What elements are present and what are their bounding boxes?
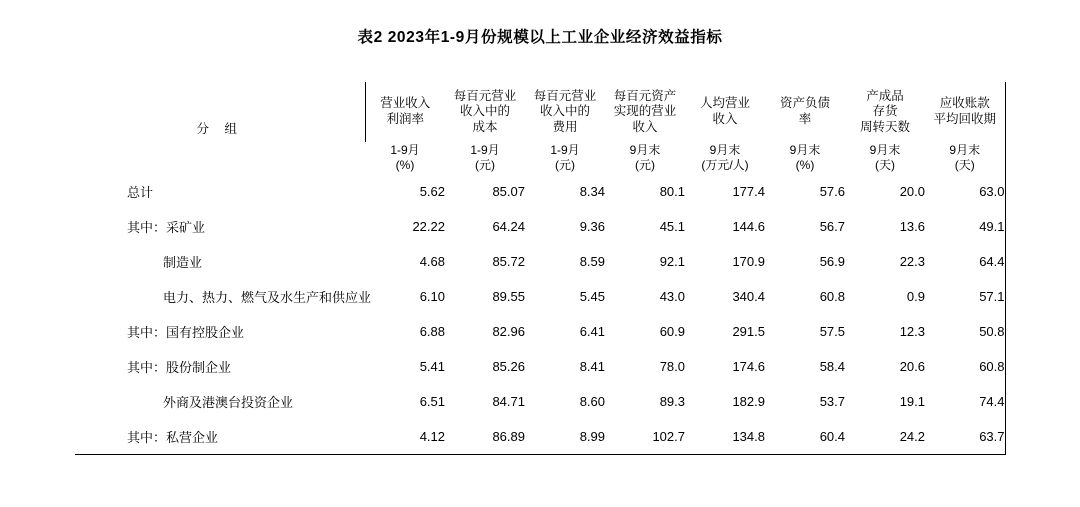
- table-cell: 22.3: [899, 254, 925, 269]
- table-cell: 86.89: [445, 419, 525, 455]
- table-row: [75, 244, 1005, 279]
- row-label: 电力、热力、燃气及水生产和供应业: [163, 290, 372, 305]
- table-cell: 64.4: [925, 244, 1005, 279]
- period-4: 9月末: [709, 143, 741, 157]
- period-5: 9月末: [789, 143, 821, 157]
- table-cell: 84.71: [492, 394, 525, 409]
- row-label: 总计: [127, 185, 154, 200]
- table-cell: 144.6: [732, 219, 765, 234]
- unit-2: (元): [555, 158, 575, 172]
- unit-0: (%): [395, 158, 415, 172]
- unit-5: (%): [795, 158, 815, 172]
- table-cell: 50.8: [925, 314, 1005, 349]
- table-cell: 6.88: [419, 324, 445, 339]
- table-cell: 78.0: [659, 359, 685, 374]
- table-cell: 20.0: [899, 184, 925, 199]
- table-cell: 8.41: [579, 359, 605, 374]
- table-cell: 4.12: [365, 419, 445, 455]
- table-cell: 5.62: [419, 184, 445, 199]
- economic-indicators-table: [75, 82, 1006, 455]
- row-label: 其中：采矿业: [127, 220, 206, 235]
- table-cell: 64.24: [492, 219, 525, 234]
- column-header-revenue-per-capita: 人均营业 收入: [699, 96, 750, 126]
- period-7: 9月末: [949, 143, 981, 157]
- unit-3: (元): [635, 158, 655, 172]
- table-cell: 56.7: [819, 219, 845, 234]
- column-subheader-1: [445, 142, 525, 174]
- table-cell: 12.3: [899, 324, 925, 339]
- period-1: 1-9月: [470, 143, 500, 157]
- table-container: [75, 47, 1005, 455]
- table-cell: 43.0: [659, 289, 685, 304]
- table-cell: 85.72: [492, 254, 525, 269]
- column-header-cost-per-hundred: 每百元营业 收入中的 成本: [453, 88, 517, 134]
- column-header-revenue-per-hundred-assets: 每百元资产 实现的营业 收入: [613, 88, 677, 134]
- row-label: 制造业: [163, 255, 203, 270]
- table-cell: 291.5: [732, 324, 765, 339]
- column-subheader-0: [365, 142, 445, 174]
- table-cell: 5.45: [579, 289, 605, 304]
- table-cell: 6.10: [419, 289, 445, 304]
- table-cell: 85.26: [492, 359, 525, 374]
- table-cell: 0.9: [906, 289, 925, 304]
- column-header-debt-ratio: 资产负债 率: [779, 96, 830, 126]
- table-cell: 60.4: [765, 419, 845, 455]
- table-cell: 92.1: [659, 254, 685, 269]
- page-title: 表2 2023年1-9月份规模以上工业企业经济效益指标: [357, 29, 723, 46]
- table-cell: 6.51: [419, 394, 445, 409]
- table-cell: 8.99: [525, 419, 605, 455]
- table-cell: 19.1: [899, 394, 925, 409]
- table-cell: 102.7: [605, 419, 685, 455]
- unit-7: (天): [954, 158, 975, 172]
- period-2: 1-9月: [550, 143, 580, 157]
- table-cell: 89.55: [492, 289, 525, 304]
- table-cell: 8.60: [579, 394, 605, 409]
- table-cell: 170.9: [732, 254, 765, 269]
- period-6: 9月末: [869, 143, 901, 157]
- table-cell: 49.1: [925, 209, 1005, 244]
- table-cell: 6.41: [579, 324, 605, 339]
- header-row-titles: [75, 82, 1005, 142]
- table-cell: 57.6: [819, 184, 845, 199]
- table-cell: 63.7: [925, 419, 1005, 455]
- column-subheader-2: [525, 142, 605, 174]
- row-label: 其中：股份制企业: [127, 360, 232, 375]
- period-0: 1-9月: [390, 143, 420, 157]
- row-label: 其中：国有控股企业: [127, 325, 245, 340]
- table-cell: 56.9: [819, 254, 845, 269]
- table-row: [75, 174, 1005, 209]
- table-cell: 340.4: [732, 289, 765, 304]
- table-cell: 22.22: [412, 219, 445, 234]
- table-row: [75, 314, 1005, 349]
- period-3: 9月末: [629, 143, 661, 157]
- table-cell: 8.59: [579, 254, 605, 269]
- table-cell: 8.34: [579, 184, 605, 199]
- column-header-inventory-turnover-days: 产成品 存货 周转天数: [859, 88, 910, 134]
- column-header-profit-margin: 营业收入 利润率: [365, 82, 445, 142]
- unit-6: (天): [875, 158, 895, 172]
- column-subheader-5: [765, 142, 845, 174]
- table-cell: 53.7: [819, 394, 845, 409]
- table-cell: 13.6: [899, 219, 925, 234]
- unit-4: (万元/人): [701, 158, 749, 172]
- table-row: [75, 279, 1005, 314]
- table-cell: 60.9: [659, 324, 685, 339]
- table-cell: 85.07: [492, 184, 525, 199]
- table-cell: 24.2: [845, 419, 925, 455]
- table-cell: 60.8: [925, 349, 1005, 384]
- table-cell: 174.6: [732, 359, 765, 374]
- column-subheader-3: [605, 142, 685, 174]
- table-row: [75, 384, 1005, 419]
- table-cell: 20.6: [899, 359, 925, 374]
- table-cell: 177.4: [732, 184, 765, 199]
- table-cell: 182.9: [732, 394, 765, 409]
- table-cell: 80.1: [659, 184, 685, 199]
- column-header-group: 分 组: [196, 122, 243, 136]
- table-cell: 57.5: [819, 324, 845, 339]
- table-header: [75, 82, 1005, 174]
- table-body: [75, 174, 1005, 455]
- column-subheader-4: [685, 142, 765, 174]
- table-cell: 82.96: [492, 324, 525, 339]
- unit-1: (元): [475, 158, 495, 172]
- table-cell: 45.1: [659, 219, 685, 234]
- table-cell: 57.1: [925, 279, 1005, 314]
- table-cell: 5.41: [419, 359, 445, 374]
- column-subheader-6: [845, 142, 925, 174]
- column-subheader-7: [925, 142, 1005, 174]
- table-cell: 89.3: [659, 394, 685, 409]
- table-cell: 74.4: [925, 384, 1005, 419]
- table-cell: 4.68: [419, 254, 445, 269]
- row-label: 外商及港澳台投资企业: [163, 395, 294, 410]
- table-cell: 134.8: [685, 419, 765, 455]
- table-cell: 58.4: [819, 359, 845, 374]
- table-row: [75, 419, 1005, 455]
- column-header-receivables-collection-period: 应收账款 平均回收期: [925, 82, 1005, 142]
- table-cell: 60.8: [819, 289, 845, 304]
- column-header-expense-per-hundred: 每百元营业 收入中的 费用: [533, 88, 597, 134]
- table-cell: 9.36: [579, 219, 605, 234]
- table-row: [75, 349, 1005, 384]
- row-label: 其中：私营企业: [75, 419, 365, 455]
- table-row: [75, 209, 1005, 244]
- table-cell: 63.0: [925, 174, 1005, 209]
